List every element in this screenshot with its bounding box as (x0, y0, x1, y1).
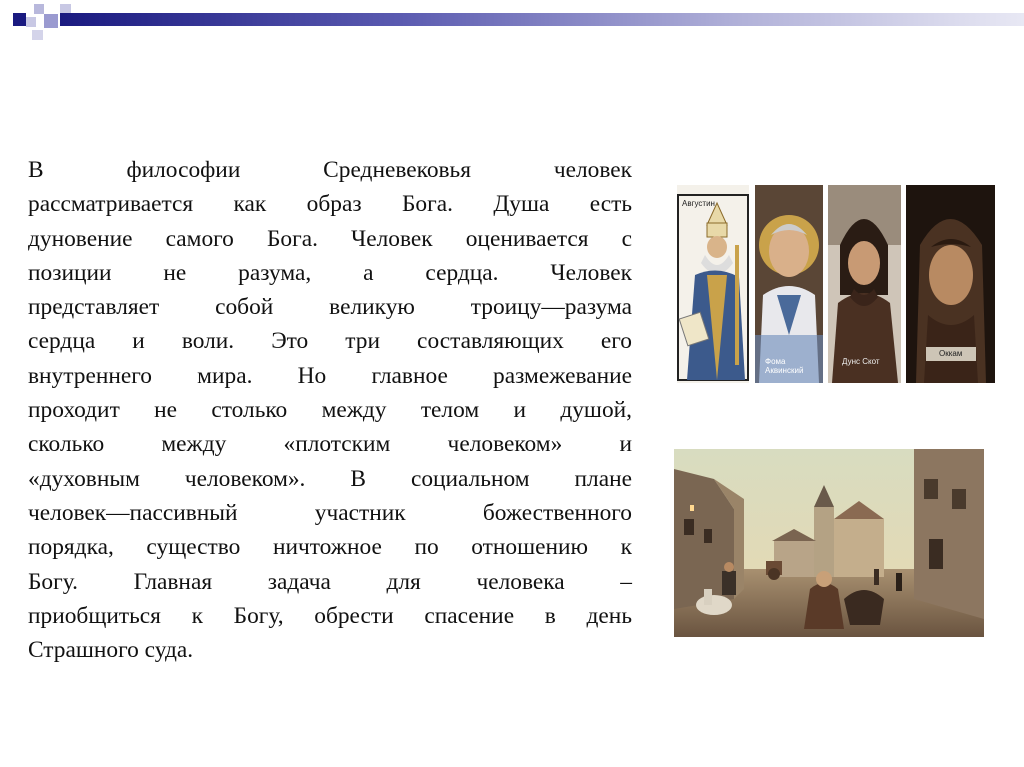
body-line: дуновение самого Бога. Человек оценивается с (28, 225, 632, 252)
body-line: позиции не разума, а сердца. Человек (28, 259, 632, 286)
decor-square (32, 30, 43, 40)
portrait-caption: Августин (682, 199, 715, 208)
portrait-caption: Фома Аквинский (765, 357, 804, 375)
body-line: представляет собой великую троицу—разума (28, 294, 632, 321)
slide-body-text (28, 153, 632, 667)
body-line: внутреннего мира. Но главное размежевание (28, 362, 632, 389)
body-line: Страшного суда. (28, 637, 194, 664)
portrait-aquinas (755, 185, 823, 383)
portrait-caption: Дунс Скот (842, 357, 880, 366)
decor-square (34, 4, 44, 14)
decor-square (26, 17, 36, 27)
portrait-augustine (677, 185, 749, 383)
body-line: проходит не столько между телом и душой, (28, 397, 632, 424)
body-line: человек—пассивный участник божественного (28, 499, 632, 526)
body-line: приобщиться к Богу, обрести спасение в день (28, 602, 632, 629)
body-line: сколько между «плотским человеком» и (28, 431, 632, 458)
portrait-caption: Оккам (939, 349, 963, 358)
body-line: рассматривается как образ Бога. Душа есть (28, 191, 632, 218)
decor-square (44, 14, 58, 28)
portrait-duns-scotus (828, 185, 901, 383)
body-line: Богу. Главная задача для человека – (28, 568, 632, 595)
decor-gradient-line (60, 13, 1024, 26)
decor-square (13, 13, 26, 26)
body-line: порядка, существо ничтожное по отношению к (28, 534, 632, 561)
body-line: «духовным человеком». В социальном плане (28, 465, 632, 492)
body-line: сердца и воли. Это три составляющих его (28, 328, 632, 355)
medieval-town-illustration (674, 449, 984, 637)
philosophers-portraits (677, 185, 995, 383)
portrait-ockham (906, 185, 995, 383)
body-line: В философии Средневековья человек (28, 157, 632, 183)
decorative-header-bar (0, 0, 1024, 40)
